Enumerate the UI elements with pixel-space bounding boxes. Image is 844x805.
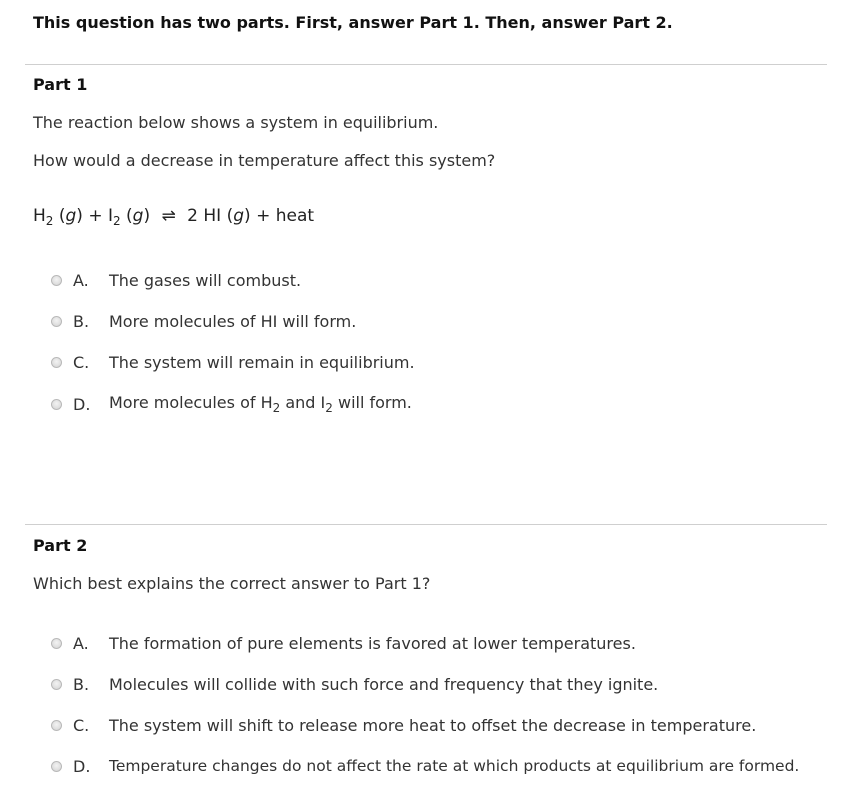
eq-h-sub: 2 <box>45 214 54 228</box>
sub-1: 2 <box>272 401 281 415</box>
option-letter: D. <box>73 394 91 414</box>
option-text: Temperature changes do not affect the rate at which products at equilibrium are formed. <box>109 757 800 775</box>
part2-prompt: Which best explains the correct answer to Part 1? <box>33 574 431 593</box>
radio-button[interactable] <box>51 316 62 327</box>
part2-option-c[interactable] <box>51 714 757 736</box>
text-pre: More molecules of H <box>109 393 273 412</box>
part2-option-d[interactable] <box>51 755 800 777</box>
part1-option-b[interactable] <box>51 310 357 332</box>
eq-products: 2 HI (g) + heat <box>187 206 315 226</box>
part1-option-c[interactable] <box>51 351 415 373</box>
divider <box>25 64 827 65</box>
instructions: This question has two parts. First, answer Part 1. Then, answer Part 2. <box>33 13 673 32</box>
eq-h-state: (g) + <box>53 206 108 226</box>
part2-title: Part 2 <box>33 536 88 555</box>
option-letter: C. <box>73 715 90 735</box>
option-letter: A. <box>73 633 89 653</box>
option-letter: C. <box>73 352 90 372</box>
radio-button[interactable] <box>51 399 62 410</box>
equilibrium-arrow-icon: ⇌ <box>161 206 176 226</box>
sub-2: 2 <box>325 401 333 415</box>
option-text: The system will remain in equilibrium. <box>109 352 415 372</box>
text-post: will form. <box>332 393 412 412</box>
eq-h: H <box>33 206 46 226</box>
part1-option-d[interactable] <box>51 393 412 415</box>
radio-button[interactable] <box>51 357 62 368</box>
option-letter: B. <box>73 311 90 331</box>
option-text <box>109 393 412 415</box>
option-text: The gases will combust. <box>109 270 302 290</box>
part2-option-a[interactable] <box>51 632 636 654</box>
option-letter: D. <box>73 756 91 776</box>
radio-button[interactable] <box>51 275 62 286</box>
radio-button[interactable] <box>51 761 62 772</box>
part1-prompt-2: How would a decrease in temperature affect this system? <box>33 151 496 170</box>
part2-option-b[interactable] <box>51 673 659 695</box>
radio-button[interactable] <box>51 679 62 690</box>
option-text: Molecules will collide with such force and frequency that they ignite. <box>109 674 659 694</box>
radio-button[interactable] <box>51 720 62 731</box>
chemical-equation <box>33 206 314 228</box>
option-text: More molecules of HI will form. <box>109 311 357 331</box>
part1-prompt-1: The reaction below shows a system in equilibrium. <box>33 113 439 132</box>
eq-i-sub: 2 <box>112 214 121 228</box>
radio-button[interactable] <box>51 638 62 649</box>
eq-i: I <box>107 206 113 226</box>
divider <box>25 524 827 525</box>
part1-title: Part 1 <box>33 75 88 94</box>
option-letter: A. <box>73 270 89 290</box>
option-text: The formation of pure elements is favored at lower temperatures. <box>109 633 636 653</box>
part1-option-a[interactable] <box>51 269 302 291</box>
option-letter: B. <box>73 674 90 694</box>
eq-i-state: (g) <box>120 206 151 226</box>
text-mid: and I <box>280 393 326 412</box>
option-text: The system will shift to release more heat to offset the decrease in temperature. <box>109 715 757 735</box>
